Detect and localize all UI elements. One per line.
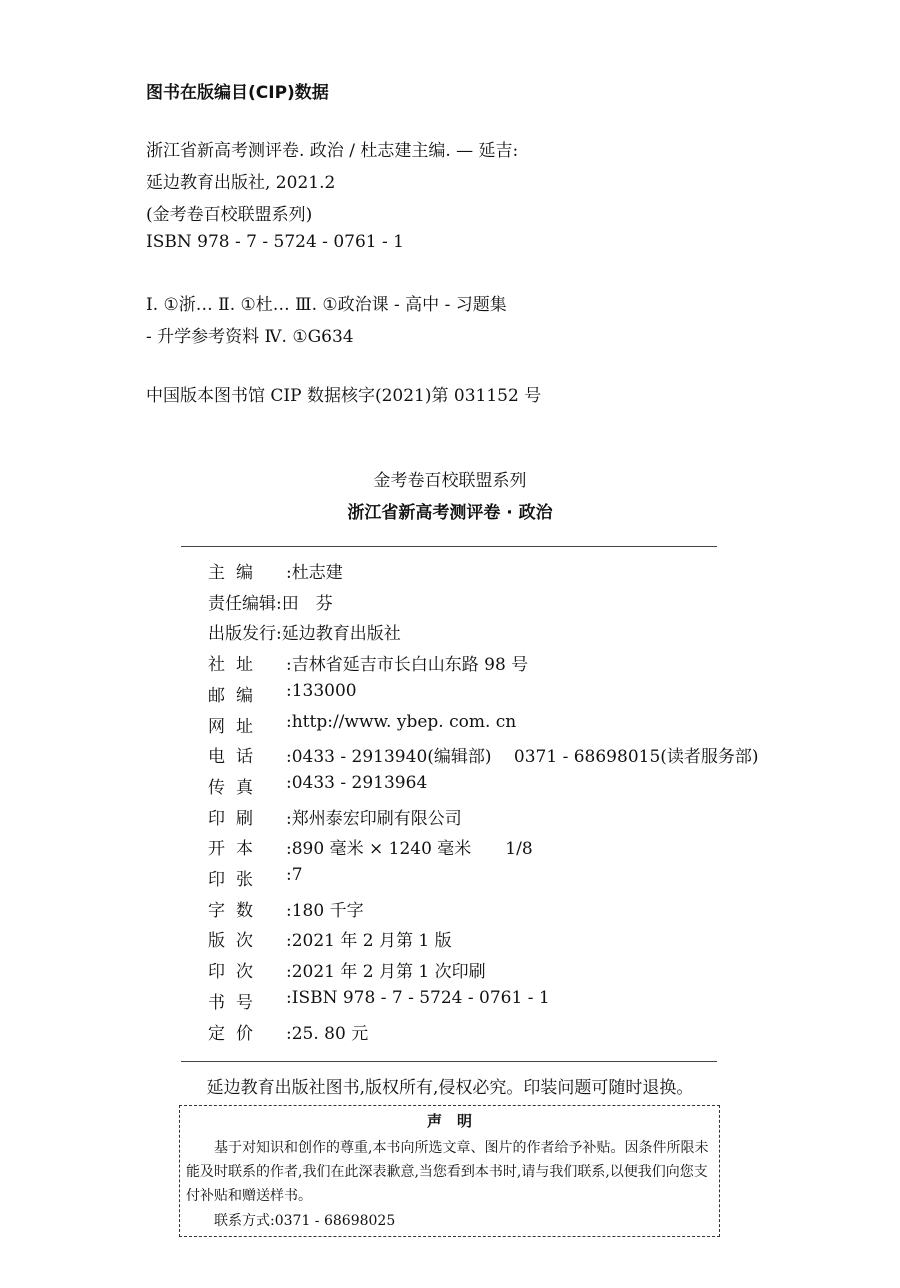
info-label (208, 1019, 286, 1044)
info-row (208, 1019, 368, 1044)
info-value: :郑州泰宏印刷有限公司 (286, 809, 462, 829)
info-value: :2021 年 2 月第 1 版 (286, 931, 452, 951)
divider-top (181, 546, 717, 547)
info-label-char: 刷 (236, 809, 253, 829)
info-label (208, 712, 286, 737)
info-label (208, 804, 286, 829)
info-row (208, 558, 343, 583)
info-value: :0433 - 2913940(编辑部) 0371 - 68698015(读者服务部) (286, 747, 759, 767)
info-value: :田 芬 (276, 594, 333, 614)
info-row (208, 988, 550, 1013)
info-label-char: 数 (236, 901, 253, 921)
info-row (208, 834, 533, 859)
info-label-char: 编 (236, 563, 253, 583)
info-label-char: 书 (208, 993, 225, 1013)
info-value: :杜志建 (286, 563, 343, 583)
info-label-char: 次 (236, 931, 253, 951)
info-label (208, 650, 286, 675)
info-label-char: 价 (236, 1024, 253, 1044)
copyright-notice: 延边教育出版社图书,版权所有,侵权必究。印装问题可随时退换。 (206, 1078, 694, 1098)
info-label-char: 字 (208, 901, 225, 921)
info-label-char: 定 (208, 1024, 225, 1044)
info-value: :890 毫米 × 1240 毫米 1/8 (286, 839, 533, 859)
info-label-char: 电 (208, 747, 225, 767)
info-row (208, 773, 427, 798)
info-label-char: 主 (208, 563, 225, 583)
info-row (208, 681, 357, 706)
info-value: :25. 80 元 (286, 1024, 369, 1044)
info-label (208, 834, 286, 859)
cip-line: 延边教育出版社, 2021.2 (146, 173, 336, 193)
cip-line: (金考卷百校联盟系列) (146, 205, 313, 225)
book-title: 浙江省新高考测评卷 · 政治 (347, 503, 553, 523)
info-label-char: 版 (208, 931, 225, 951)
statement-body: 基于对知识和创作的尊重,本书向所选文章、图片的作者给予补贴。因条件所限未能及时联系的作者,我们在此深表歉意,当您看到本书时,请与我们联系,以便我们向您支付补贴和赠送样书。 (186, 1140, 709, 1204)
info-row (208, 865, 303, 890)
info-label-char: 张 (236, 870, 253, 890)
info-value: :ISBN 978 - 7 - 5724 - 0761 - 1 (286, 988, 550, 1008)
info-value: :7 (286, 865, 303, 885)
info-row (208, 926, 452, 951)
info-label (208, 681, 286, 706)
cip-line: ISBN 978 - 7 - 5724 - 0761 - 1 (146, 232, 404, 252)
info-label: 责任编辑 (208, 594, 276, 614)
info-row (208, 804, 462, 829)
info-row (208, 712, 516, 737)
info-row (208, 957, 486, 982)
info-row (208, 742, 759, 767)
series-title: 金考卷百校联盟系列 (373, 471, 527, 491)
info-label: 出版发行 (208, 624, 276, 644)
info-value: :0433 - 2913964 (286, 773, 428, 793)
statement-title: 声 明 (426, 1112, 472, 1130)
info-value: :吉林省延吉市长白山东路 98 号 (286, 655, 529, 675)
info-label (208, 926, 286, 951)
info-row (208, 896, 364, 921)
statement-contact: 联系方式:0371 - 68698025 (214, 1213, 396, 1229)
info-value: :133000 (286, 681, 357, 701)
info-label (208, 742, 286, 767)
info-label-char: 传 (208, 778, 225, 798)
cip-line: Ⅰ. ①浙… Ⅱ. ①杜… Ⅲ. ①政治课 - 高中 - 习题集 (146, 295, 507, 315)
cip-heading: 图书在版编目(CIP)数据 (146, 83, 329, 103)
info-label-char: 网 (208, 717, 225, 737)
info-label-char: 话 (236, 747, 253, 767)
info-label-char: 印 (208, 870, 225, 890)
info-label-char: 邮 (208, 686, 225, 706)
info-label (208, 896, 286, 921)
info-label (208, 988, 286, 1013)
info-label-char: 开 (208, 839, 225, 859)
cip-line: 浙江省新高考测评卷. 政治 / 杜志建主编. — 延吉: (146, 141, 519, 161)
cip-line: 中国版本图书馆 CIP 数据核字(2021)第 031152 号 (146, 386, 542, 406)
info-label-char: 本 (236, 839, 253, 859)
info-label-char: 号 (236, 993, 253, 1013)
info-value: :延边教育出版社 (276, 624, 401, 644)
info-value: :2021 年 2 月第 1 次印刷 (286, 962, 486, 982)
info-label-char: 编 (236, 686, 253, 706)
info-label-char: 社 (208, 655, 225, 675)
info-label (208, 957, 286, 982)
info-row (208, 589, 333, 614)
info-label-char: 印 (208, 809, 225, 829)
info-value: :180 千字 (286, 901, 364, 921)
info-row (208, 619, 401, 644)
info-label-char: 印 (208, 962, 225, 982)
info-label (208, 773, 286, 798)
divider-bottom (181, 1061, 717, 1062)
info-label-char: 次 (236, 962, 253, 982)
info-row (208, 650, 528, 675)
cip-line: - 升学参考资料 Ⅳ. ①G634 (146, 327, 354, 347)
statement-box (179, 1105, 720, 1237)
info-label-char: 真 (236, 778, 253, 798)
info-label (208, 558, 286, 583)
info-label (208, 865, 286, 890)
info-label-char: 址 (236, 717, 253, 737)
info-label-char: 址 (236, 655, 253, 675)
info-value: :http://www. ybep. com. cn (286, 712, 517, 732)
